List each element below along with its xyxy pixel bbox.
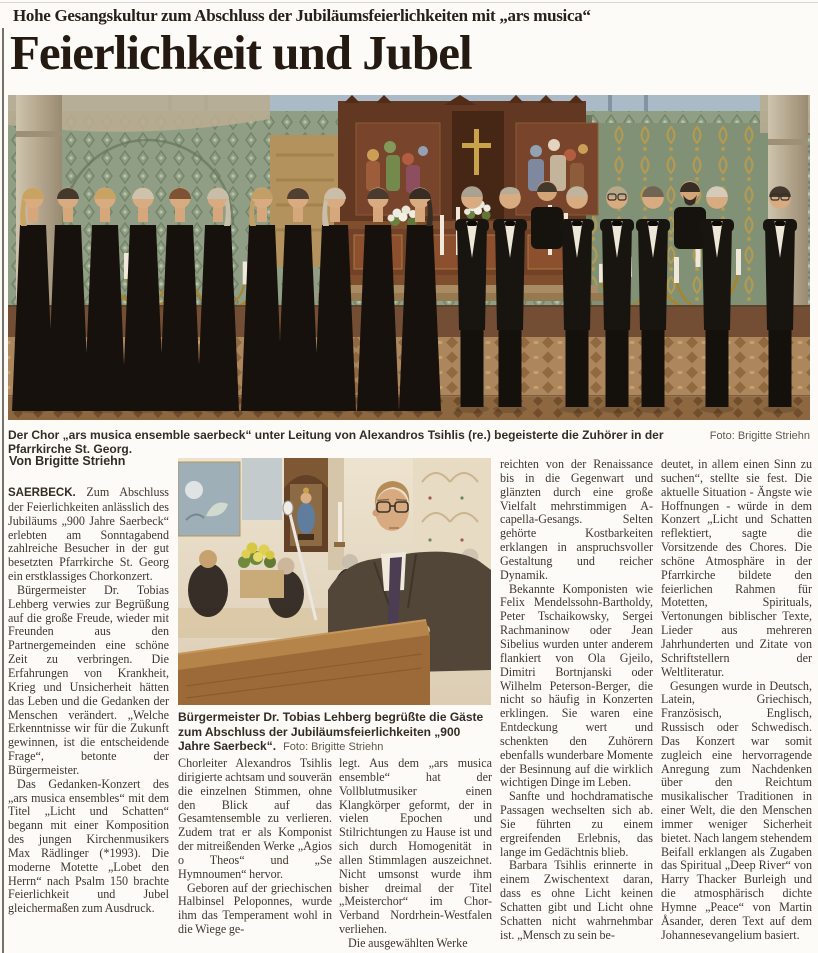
dateline: SAERBECK. xyxy=(8,487,76,499)
paragraph: deutet, in allem einen Sinn zu suchen“, stellte sie fest. Die aktuelle Situation - Ängste wie Hoffnungen - würde in dem Konzert „Licht und Schatten reflektiert, sagte die Vorsitzende des Chores. Die schöne Atmosphäre in der Pfarrkirche bildete den feierlichen Rahmen für Motetten, Spirituals, Vertonungen biblischer Texte, Lieder aus mehreren Jahrhunderten und Zitate von Schriftstellern der Weltliteratur. xyxy=(661,458,812,679)
article-column-4 xyxy=(500,458,653,952)
paragraph: Das Gedanken-Konzert des „ars musica ensembles“ mit dem Titel „Licht und Schatten“ begann mit einer Komposition des jungen Kirchenmusikers Max Rädlinger (*1993). Die moderne Motette „Lobet den Herrn“ nach Psalm 150 brachte Feierlichkeit und Jubel gleichermaßen zum Ausdruck. xyxy=(8,776,169,916)
article-column-3 xyxy=(339,757,492,951)
page-title: Feierlichkeit und Jubel xyxy=(10,25,472,80)
byline: Von Brigitte Striehn xyxy=(9,454,126,468)
inline-photo-caption-row xyxy=(178,710,493,755)
lectern-photo xyxy=(178,458,491,705)
lectern-photo-illustration xyxy=(178,458,491,705)
paragraph: Barbara Tsihlis erinnerte in einem Zwischentext daran, dass es ohne Licht keinen Schatten gibt und Licht ohne Schatten nicht wahrnehmbar ist. „Mensch zu sein be- xyxy=(500,858,653,942)
choir-photo-illustration xyxy=(8,95,810,420)
paragraph: Chorleiter Alexandros Tsihlis dirigierte achtsam und souverän die einzelnen Stimmen, ohne den Blick auf das Gesamtensemble zu verlieren. Zudem trat er als Komponist der mitreißenden Werke „Agios o Theos“ und „Se Hymnoumen“ hervor. xyxy=(178,757,332,881)
article-column-1 xyxy=(8,486,169,950)
paragraph xyxy=(8,486,169,584)
main-photo-caption-row xyxy=(8,428,810,456)
paragraph: legt. Aus dem „ars musica ensemble“ hat der Vollblutmusiker einen Klangkörper geformt, der in vielen Epochen und Stilrichtungen zu Hause ist und sich durch Homogenität in allen Stimmlagen auszeichnet. Nicht umsonst wurde ihm bisher dreimal der Titel „Meisterchor“ im Chor-Verband Nordrhein-Westfalen verliehen. xyxy=(339,757,492,937)
article-column-2 xyxy=(178,757,332,951)
paragraph: Bürgermeister Dr. Tobias Lehberg verwies zur Begrüßung auf die große Freude, wieder mit Freunden aus den Partnergemeinden eine schöne Zeit zu verbringen. Die Erfahrungen von Krankheit, Krieg und Unsicherheit hätten das Leben und die Gedanken der Menschen verändert. „Welche Erkenntnisse wir für die Zukunft gewinnen, ist die entscheidende Frage“, betonte der Bürgermeister. xyxy=(8,582,169,777)
paragraph: Die ausgewählten Werke xyxy=(348,935,468,950)
article-column-5 xyxy=(661,458,812,952)
choir-photo xyxy=(8,95,810,420)
paragraph: Bekannte Komponisten wie Felix Mendelssohn-Bartholdy, Peter Tschaikowsky, Sergei Rachmaninow oder Jean Sibelius wurden unter anderem flankiert von Ola Gjeilo, Dimitri Bortnjanski oder Wilhelm Peterson-Berger, die nicht so häufig in Konzerten erklingen. Sie waren eine Entdeckung wert und schenkten den Zuhörern ebenfalls wunderbare Momente der Besinnung auf die wirklich wichtigen Dinge im Leben. xyxy=(500,581,653,790)
top-rule xyxy=(0,2,818,3)
paragraph: Sanfte und hochdramatische Passagen wechselten sich ab. Sie führten zu einem ergreifenden Erlebnis, das lange im Gedächtnis blieb. xyxy=(500,789,653,859)
paragraph-text: Zum Abschluss der Feierlichkeiten anlässlich des Jubiläums „900 Jahre Saerbeck“ erlebten am Sonntagabend zahlreiche Besucher in der gut besetzten Pfarrkirche St. Georg ein erstklassiges Chorkonzert. xyxy=(8,486,169,584)
paragraph: reichten von der Renaissance bis in die Gegenwart und glänzten durch eine große Vielfalt mehrstimmigen A-capella-Gesangs. Selten gehörte Kostbarkeiten erklangen in anspruchsvoller Gestaltung und reicher Dynamik. xyxy=(500,458,653,582)
kicker: Hohe Gesangskultur zum Abschluss der Jubiläumsfeierlichkeiten mit „ars musica“ xyxy=(13,6,591,25)
paragraph: Geboren auf der griechischen Halbinsel Peloponnes, wurde ihm das Temperament wohl in die Wiege ge- xyxy=(178,880,332,937)
inline-photo-credit: Foto: Brigitte Striehn xyxy=(283,741,384,753)
inline-photo-caption: Bürgermeister Dr. Tobias Lehberg begrüßte die Gäste zum Abschluss der Jubiläumsfeierlichkeiten „900 Jahre Saerbeck“. xyxy=(178,710,484,753)
paragraph: Gesungen wurde in Deutsch, Latein, Griechisch, Französisch, Englisch, Russisch oder Schwedisch. Das Konzert war somit zugleich eine hervorragende Anregung zum Nachdenken über den Reichtum musikalischer Traditionen in einer Welt, die den Menschen immer weniger Sicherheit bietet. Nach langem stehendem Beifall erklangen als Zugaben das Spiritual „Deep River“ von Harry Thacker Burleigh und die atmosphärisch dichte Hymne „Peace“ von Martin Åsander, deren Text auf dem Johannesevangelium basiert. xyxy=(661,678,812,942)
main-photo-caption: Der Chor „ars musica ensemble saerbeck“ unter Leitung von Alexandros Tsihlis (re.) begeisterte die Zuhörer in der Pfarrkirche St. Georg. xyxy=(8,428,664,456)
left-column-rule xyxy=(2,28,4,953)
main-photo-credit: Foto: Brigitte Striehn xyxy=(709,430,810,442)
